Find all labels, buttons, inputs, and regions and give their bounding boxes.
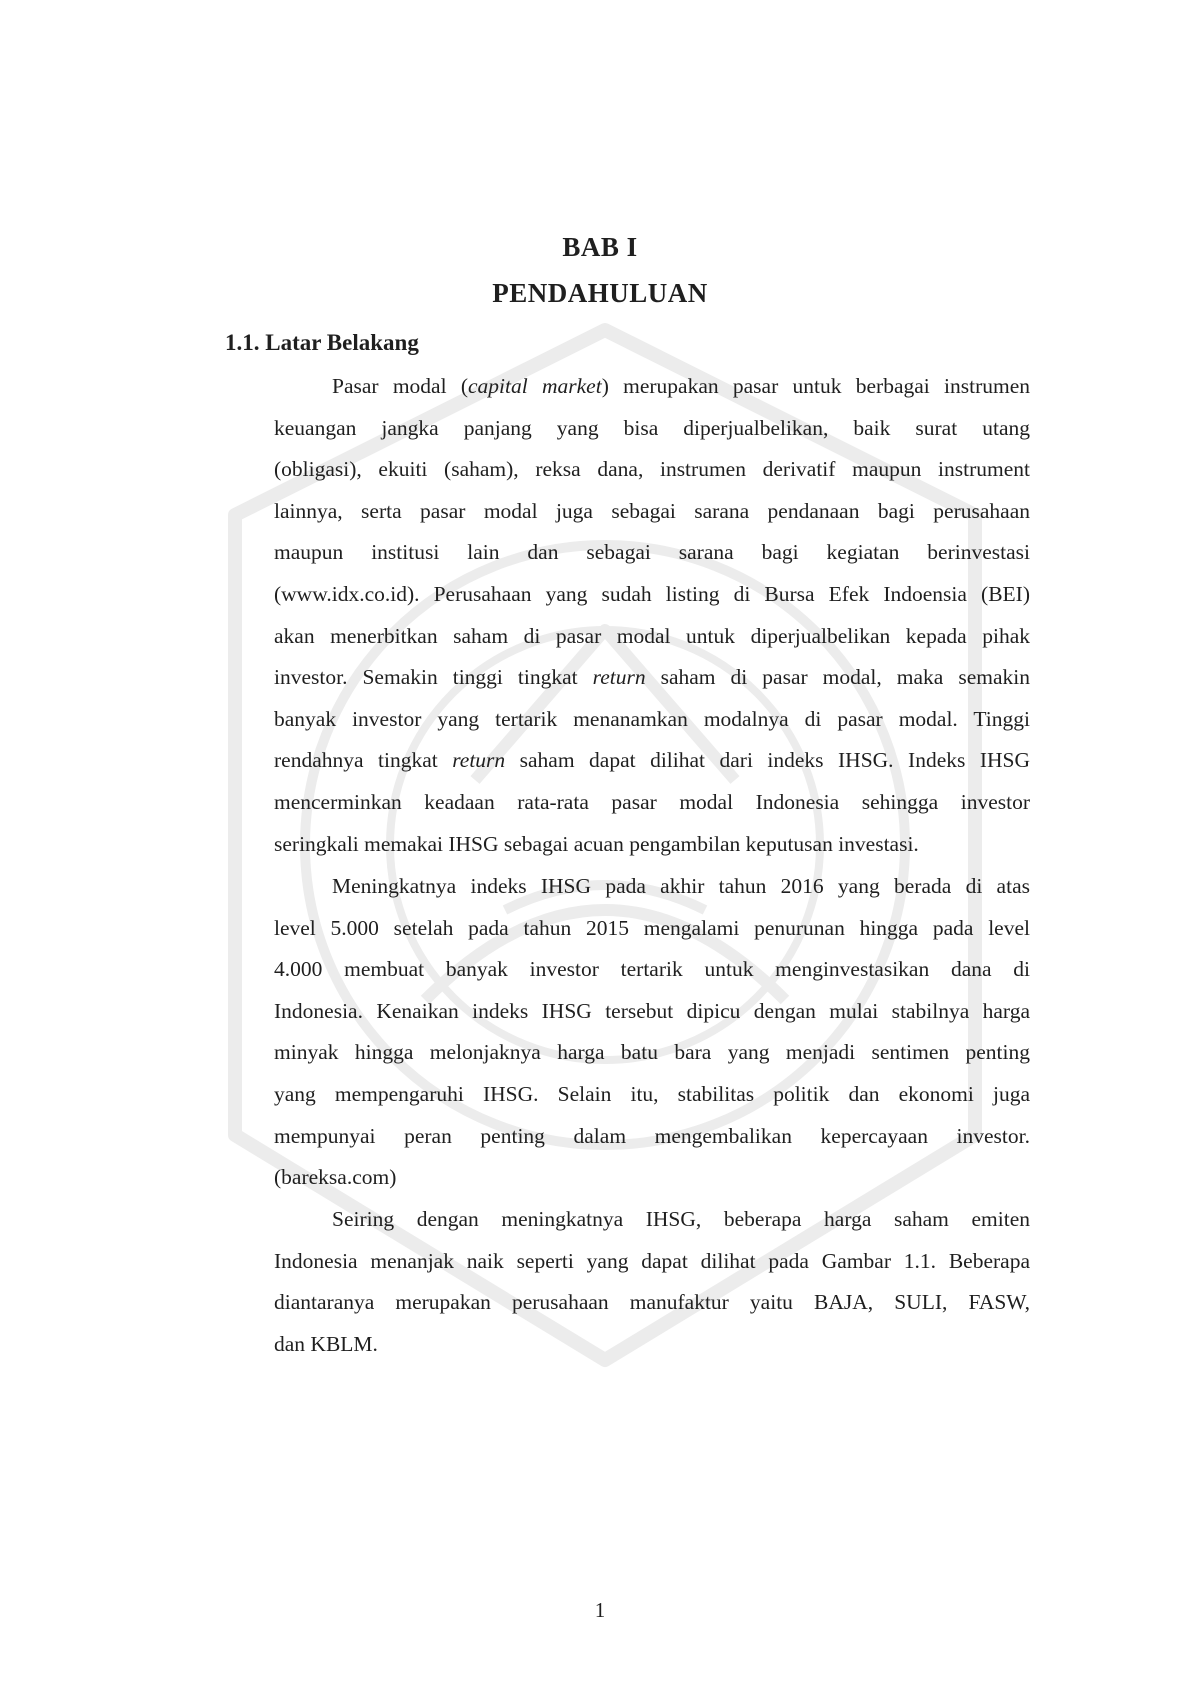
text-line: (bareksa.com) [274, 1165, 397, 1190]
text-line: seringkali memakai IHSG sebagai acuan pengambilan keputusan investasi. [274, 831, 919, 856]
text-line: Pasar modal (capital market) merupakan pasar untuk berbagai instrumen [332, 374, 1031, 398]
chapter-title: PENDAHULUAN [492, 278, 708, 308]
text-line: (obligasi), ekuiti (saham), reksa dana, instrumen derivatif maupun instrument [274, 457, 1030, 482]
text-line: minyak hingga melonjaknya harga batu bara yang menjadi sentimen penting [274, 1040, 1030, 1065]
text-line: Meningkatnya indeks IHSG pada akhir tahun 2016 yang berada di atas [332, 874, 1030, 898]
paragraph-3 [274, 1199, 1030, 1365]
text-line: mempunyai peran penting dalam mengembalikan kepercayaan investor. [274, 1123, 1030, 1148]
text-line: (www.idx.co.id). Perusahaan yang sudah listing di Bursa Efek Indoensia (BEI) [274, 581, 1030, 606]
text-line: rendahnya tingkat return saham dapat dilihat dari indeks IHSG. Indeks IHSG [274, 748, 1030, 773]
text-line: maupun institusi lain dan sebagai sarana bagi kegiatan berinvestasi [274, 540, 1030, 565]
text-line: yang mempengaruhi IHSG. Selain itu, stabilitas politik dan ekonomi juga [274, 1081, 1030, 1106]
text-line: lainnya, serta pasar modal juga sebagai sarana pendanaan bagi perusahaan [274, 498, 1030, 523]
paragraph-2 [274, 866, 1030, 1199]
text-line: dan KBLM. [274, 1331, 378, 1356]
text-line: Indonesia. Kenaikan indeks IHSG tersebut dipicu dengan mulai stabilnya harga [274, 998, 1030, 1023]
page-number: 1 [594, 1598, 606, 1622]
text-line: investor. Semakin tinggi tingkat return saham di pasar modal, maka semakin [274, 665, 1031, 690]
text-line: Indonesia menanjak naik seperti yang dapat dilihat pada Gambar 1.1. Beberapa [274, 1248, 1030, 1273]
text-line: diantaranya merupakan perusahaan manufaktur yaitu BAJA, SULI, FASW, [274, 1290, 1030, 1315]
text-line: banyak investor yang tertarik menanamkan modalnya di pasar modal. Tinggi [274, 706, 1030, 731]
text-line: keuangan jangka panjang yang bisa diperjualbelikan, baik surat utang [274, 415, 1030, 440]
text-line: akan menerbitkan saham di pasar modal untuk diperjualbelikan kepada pihak [274, 623, 1030, 648]
text-line: Seiring dengan meningkatnya IHSG, beberapa harga saham emiten [332, 1207, 1030, 1231]
text-line: 4.000 membuat banyak investor tertarik untuk menginvestasikan dana di [274, 957, 1030, 982]
text-line: mencerminkan keadaan rata-rata pasar modal Indonesia sehingga investor [274, 789, 1030, 814]
chapter-number: BAB I [562, 232, 638, 262]
text-line: level 5.000 setelah pada tahun 2015 mengalami penurunan hingga pada level [274, 915, 1030, 940]
section-heading: 1.1. Latar Belakang [225, 330, 419, 355]
paragraph-1 [274, 366, 1030, 865]
